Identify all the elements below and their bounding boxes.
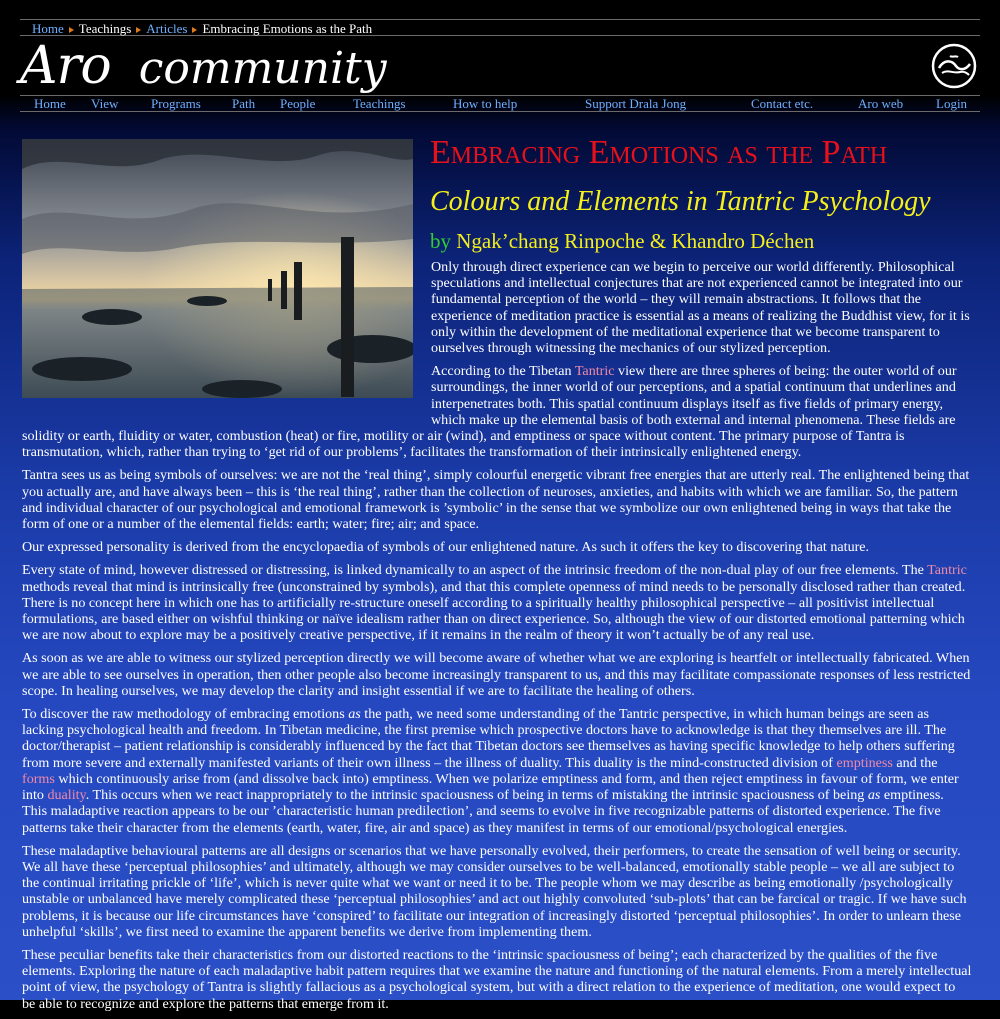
- emphasis: as: [348, 706, 361, 723]
- paragraph: [22, 562, 972, 643]
- article-subtitle: Colours and Elements in Tantric Psychology: [430, 186, 931, 217]
- text: view there are three spheres of being: the outer world of our surroundings, the inner world of our perceptions, and a spatial continuum that underlines and interpenetrates both. This spatial continuum displays itself as five fields of primary energy, which make up the elemental basis of both external and internal phenomena. These fields are solidity or earth, fluidity or water, combustion (heat) or fire, motility or air (wind), and emptiness or space without content. The primary purpose of Tantra is transmutation, which, rather than trying to ‘get rid of our problems’, facilitates the transformation of their intrinsically enlightened energy.: [22, 363, 957, 461]
- breadcrumb-separator-icon: [192, 27, 197, 33]
- breadcrumb-separator-icon: [136, 27, 141, 33]
- paragraph: [22, 706, 972, 836]
- breadcrumb-home-link[interactable]: Home: [32, 21, 64, 36]
- aro-emblem-icon[interactable]: [930, 42, 978, 90]
- text: the path, we need some understanding of the Tantric perspective, in which human beings are seen as lacking psychological health and freedom. In Tibetan medicine, the first premise which prospective doctors have to acknowledge is that they themselves are ill. The doctor/therapist – patient relationship is considerably influenced by the fact that Tibetan doctors see themselves as having specific knowledge to help others suffering from more severe and externally manifested variants of their own illness – the illness of duality. This duality is the mind-constructed division of: [22, 706, 955, 771]
- text: . This occurs when we react inappropriately to the intrinsic spaciousness of being in terms of mistaking the intrinsic spaciousness of being: [85, 787, 868, 804]
- breadcrumb-current: Embracing Emotions as the Path: [202, 21, 373, 36]
- nav-teachings[interactable]: Teachings: [353, 96, 406, 111]
- paragraph: Only through direct experience can we begin to perceive our world differently. Philosophical speculations and intellectual conjectures that are not experienced cannot be integrated into our fundamental perception of the world – they will remain abstractions. It follows that the experience of meditation practice is essential as a means of realizing the Buddhist view, for it is only within the development of the meditational experience that we become transparent to ourselves through witnessing the mechanics of our stylized perception.: [431, 259, 970, 357]
- nav-support-drala-jong[interactable]: Support Drala Jong: [585, 96, 687, 111]
- paragraph: These peculiar benefits take their characteristics from our distorted reactions to the ‘intrinsic spaciousness of being’; each characterized by the qualities of the five elements. Exploring the nature of each maladaptive habit pattern requires that we examine the nature and functioning of the natural elements. From a merely intellectual point of view, the psychology of Tantra is slightly fallacious as a psychological system, but with a direct relation to the experience of meditation, one would expect to be able to recognize and explore the patterns that emerge from it.: [22, 946, 972, 1012]
- paragraph: Our expressed personality is derived from the encyclopaedia of symbols of our enlightened nature. As such it offers the key to discovering that nature.: [22, 539, 870, 556]
- byline-by: by: [430, 229, 451, 253]
- nav-view[interactable]: View: [91, 96, 119, 111]
- nav-how-to-help[interactable]: How to help: [453, 96, 518, 111]
- photo-spacer: [22, 259, 431, 414]
- article-body: [22, 259, 972, 1019]
- nav-programs[interactable]: Programs: [151, 96, 201, 111]
- nav-contact[interactable]: Contact etc.: [751, 96, 814, 111]
- main-nav: [20, 95, 980, 112]
- forms-link[interactable]: forms: [22, 770, 55, 787]
- breadcrumb-separator-icon: [69, 27, 74, 33]
- article-byline: [430, 229, 814, 254]
- paragraph: As soon as we are able to witness our stylized perception directly we will become aware of whether what we are exploring is heartfelt or intellectually fabricated. When we are able to see ourselves in operation, then other people also become increasingly transparent to us, and this may facilitate compassionate responses of less restricted scope. In healing ourselves, we may develop the clarity and insight essential if we are to facilitate the healing of others.: [22, 650, 971, 699]
- text: To discover the raw methodology of embracing emotions: [22, 706, 349, 723]
- nav-path[interactable]: Path: [232, 96, 256, 111]
- text: and the: [892, 754, 938, 771]
- text: According to the Tibetan: [431, 363, 575, 380]
- nav-people[interactable]: People: [280, 96, 316, 111]
- text: Every state of mind, however distressed or distressing, is linked dynamically to an aspect of the intrinsic freedom of the non-dual play of our free elements. The: [22, 562, 928, 579]
- nav-home[interactable]: Home: [34, 96, 66, 111]
- emptiness-link[interactable]: emptiness: [836, 754, 893, 771]
- tantric-link[interactable]: Tantric: [927, 562, 967, 579]
- breadcrumb: [20, 19, 980, 36]
- breadcrumb-articles-link[interactable]: Articles: [146, 21, 188, 36]
- text: which continuously arise from (and dissolve back into) emptiness. When we polarize emptiness and form, and then reject emptiness in favour of form, we enter into: [22, 770, 959, 804]
- emphasis: as: [867, 787, 881, 804]
- duality-link[interactable]: duality: [47, 787, 86, 804]
- site-logo[interactable]: [20, 36, 387, 96]
- logo-aro: Aro: [20, 36, 111, 96]
- article-title: Embracing Emotions as the Path: [430, 134, 888, 171]
- paragraph: Tantra sees us as being symbols of ourselves: we are not the ‘real thing’, simply colourful energetic vibrant free energies that are utterly real. The enlightened being that you actually are, and have always been – this is ‘the real thing’, rather than the collection of neuroses, anxieties, and habits with which we are familiar. So, the pattern and individual character of our psychological and emotional framework is ’symbolic’ in the sense that we symbolize our own enlightened being in ways that take the form of one or a number of the elemental fields: earth; water; fire; air; and space.: [22, 467, 970, 533]
- byline-authors[interactable]: Ngak’chang Rinpoche & Khandro Déchen: [456, 229, 815, 253]
- nav-aro-web[interactable]: Aro web: [858, 96, 904, 111]
- breadcrumb-teachings: Teachings: [78, 21, 132, 36]
- paragraph: These maladaptive behavioural patterns are all designs or scenarios that we have personally evolved, their performers, to create the sensation of well being or security. We all have these ‘perceptual philosophies’ and ultimately, although we may consider ourselves to be well-balanced, emotionally stable people – we all are subject to the continual irritating prickle of ‘life’, which is never quite what we want or need it to be. The people whom we may describe as being emotionally /psychologically unstable or unbalanced have merely complicated these ‘perceptual philosophies’ and act out highly convoluted ‘sub-plots’ that can be farcical or tragic. If we have such problems, it is because our life circumstances have ‘conspired’ to facilitate our integration of increasingly distorted ‘perceptual philosophies’. In order to unlearn these unhelpful ‘skills’, we first need to examine the apparent benefits we derive from implementing them.: [22, 842, 967, 940]
- tantric-link[interactable]: Tantric: [574, 363, 615, 380]
- text: methods reveal that mind is intrinsically free (unconstrained by symbols), and that this complete openness of mind needs to be personally disclosed rather than created. There is no concept here in which one has to artificially re-structure oneself according to a spiritually healthy philosophical perspective – all positivist intellectual formulations, are based either on wishful thinking or naïve idealism rather than on direct experience. So, although the view of our distorted emotional patterning which we are now about to explore may be a positively creative perspective, if it remains in the realm of theory it won’t actually be of any real use.: [22, 578, 966, 644]
- text: emptiness. This maladaptive reaction appears to be our ’characteristic human predilection’, and seems to evolve in five recognizable patterns of distorted experience. The five patterns take their character from the elements (earth, water, fire, air and space) as they manifest in terms of our emotional/psychological energies.: [22, 787, 944, 836]
- logo-community: community: [138, 43, 387, 94]
- nav-login[interactable]: Login: [936, 96, 968, 111]
